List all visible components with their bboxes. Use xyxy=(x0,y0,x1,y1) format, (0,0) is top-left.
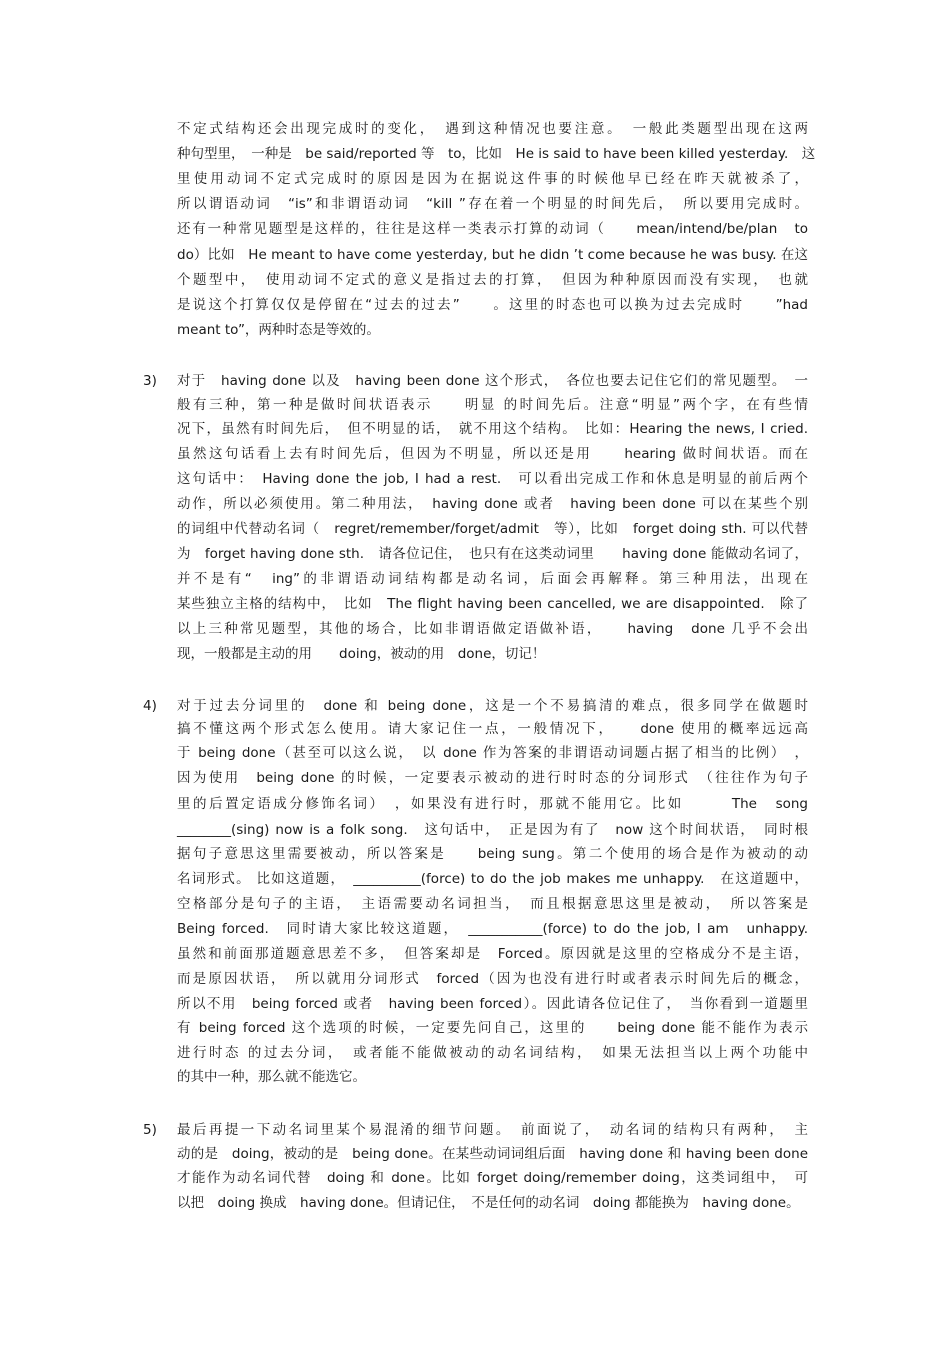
text-line: 所以不用 being forced 或者 having been forced）。因此请各位记住了， 当你看到一道题里 xyxy=(177,996,808,1012)
text-line: Being forced. 同时请大家比较这道题， ___________(force) to do the job, I am unhappy. xyxy=(177,921,808,937)
text-line: 的词组中代替动名词（ regret/remember/forget/admit 等），比如 forget doing sth. 可以代替 xyxy=(177,521,808,537)
text-line: 有 being forced 这个选项的时候，一定要先问自己，这里的 being done 能不能作为表示 xyxy=(177,1020,808,1036)
text-line: 不定式结构还会出现完成时的变化， 遇到这种情况也要注意。 一般此类题型出现在这两 xyxy=(177,121,808,137)
item-number: 3) xyxy=(143,373,157,389)
text-line: 对于过去分词里的 done 和 being done，这是一个不易搞清的难点，很多同学在做题时 xyxy=(177,698,808,714)
text-line: 于 being done（甚至可以这么说， 以 done 作为答案的非谓语动词题占据了相当的比例） ， xyxy=(177,745,808,761)
item-number: 4) xyxy=(143,698,157,714)
text-line: 的其中一种，那么就不能选它。 xyxy=(177,1069,366,1085)
text-line: 虽然和前面那道题意思差不多， 但答案却是 Forced。原因就是这里的空格成分不是主语， xyxy=(177,946,808,962)
item-number: 5) xyxy=(143,1122,157,1138)
text-line: 搞不懂这两个形式怎么使用。请大家记住一点，一般情况下， done 使用的概率远远高 xyxy=(177,721,808,737)
text-line: 以把 doing 换成 having done。但请记住， 不是任何的动名词 doing 都能换为 having done。 xyxy=(177,1195,800,1211)
text-line: 动作，所以必须使用。第二种用法， having done 或者 having been done 可以在某些个别 xyxy=(177,496,808,512)
text-line: 为 forget having done sth. 请各位记住， 也只有在这类动词里 having done 能做动名词了， xyxy=(177,546,808,562)
text-line: 况下，虽然有时间先后， 但不明显的话， 就不用这个结构。 比如：Hearing the news, I cried. xyxy=(177,421,808,437)
text-line: 名词形式。 比如这道题， __________(force) to do the job makes me unhappy. 在这道题中， xyxy=(177,871,808,887)
text-line: 里使用动词不定式完成时的原因是因为在据说这件事的时候他早已经在昨天就被杀了， xyxy=(177,171,808,187)
text-line: do）比如 He meant to have come yesterday, but he didn ’t come because he was busy. 在这 xyxy=(177,247,808,263)
text-line: 空格部分是句子的主语， 主语需要动名词担当， 而且根据意思这里是被动， 所以答案是 xyxy=(177,896,808,912)
text-line: 是说这个打算仅仅是停留在“过去的过去” 。这里的时态也可以换为过去完成时 ”had xyxy=(177,297,808,313)
text-line: 里的后置定语成分修饰名词） ，如果没有进行时，那就不能用它。比如 The song xyxy=(177,796,808,812)
text-line: 以上三种常见题型，其他的场合，比如非谓语做定语做补语， having done 几乎不会出 xyxy=(177,621,808,637)
text-line: 才能作为动名词代替 doing 和 done。比如 forget doing/remember doing，这类词组中， 可 xyxy=(177,1170,808,1186)
text-line: ________(sing) now is a folk song. 这句话中， 正是因为有了 now 这个时间状语， 同时根 xyxy=(177,822,808,838)
text-line: 而是原因状语， 所以就用分词形式 forced（因为也没有进行时或者表示时间先后的概念， xyxy=(177,971,808,987)
text-line: meant to”，两种时态是等效的。 xyxy=(177,322,380,338)
text-line: 动的是 doing，被动的是 being done。在某些动词词组后面 having done 和 having been done xyxy=(177,1146,808,1162)
text-line: 最后再提一下动名词里某个易混淆的细节问题。 前面说了， 动名词的结构只有两种， 主 xyxy=(177,1122,808,1138)
text-line: 并不是有“ ing”的非谓语动词结构都是动名词，后面会再解释。第三种用法，出现在 xyxy=(177,571,808,587)
text-line: 般有三种，第一种是做时间状语表示 明显 的时间先后。注意“明显”两个字，在有些情 xyxy=(177,397,808,413)
text-line: 现，一般都是主动的用 doing，被动的用 done，切记！ xyxy=(177,646,546,662)
text-line: 某些独立主格的结构中， 比如 The flight having been cancelled, we are disappointed. 除了 xyxy=(177,596,808,612)
text-line: 虽然这句话看上去有时间先后，但因为不明显，所以还是用 hearing 做时间状语。而在 xyxy=(177,446,808,462)
text-line: 据句子意思这里需要被动，所以答案是 being sung。第二个使用的场合是作为被动的动 xyxy=(177,846,808,862)
text-line: 个题型中， 使用动词不定式的意义是指过去的打算， 但因为种种原因而没有实现， 也就 xyxy=(177,272,808,288)
text-line: 种句型里， 一种是 be said/reported 等 to，比如 He is said to have been killed yesterday. 这 xyxy=(177,146,816,162)
text-line: 进行时态 的过去分词， 或者能不能做被动的动名词结构， 如果无法担当以上两个功能中 xyxy=(177,1045,808,1061)
text-line: 还有一种常见题型是这样的，往往是这样一类表示打算的动词（ mean/intend/be/plan to xyxy=(177,221,808,237)
text-line: 对于 having done 以及 having been done 这个形式， 各位也要去记住它们的常见题型。 一 xyxy=(177,373,808,389)
text-line: 所以谓语动词 “is”和非谓语动词 “kill ”存在着一个明显的时间先后， 所以要用完成时。 xyxy=(177,196,808,212)
text-line: 因为使用 being done 的时候，一定要表示被动的进行时时态的分词形式 （往往作为句子 xyxy=(177,770,808,786)
text-line: 这句话中： Having done the job, I had a rest. 可以看出完成工作和休息是明显的前后两个 xyxy=(177,471,808,487)
